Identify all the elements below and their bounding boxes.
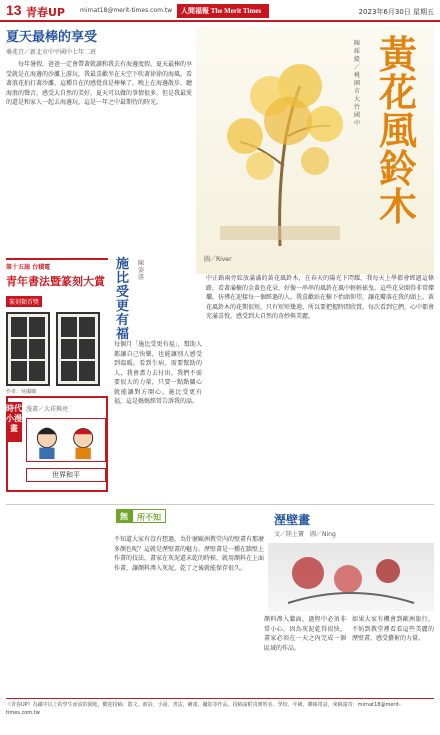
page-number: 13	[6, 2, 22, 18]
fresco-col-2: 顏料滲入牆面，過程中必須非常小心，因為灰泥乾得很快，畫家必須在一天之內完成一個區域的作品。	[264, 616, 346, 652]
fresco-illustration	[268, 543, 434, 611]
seal-stamp-1	[6, 312, 50, 386]
comic-tab: 時代小漫畫	[6, 402, 22, 442]
fresco-title: 溼壁畫	[274, 513, 311, 527]
feature-author: 陳綵緹／桃園市大竹國中	[354, 40, 361, 127]
comic-box	[6, 396, 108, 492]
fresco-col-1: 不知道大家有沒有想過，為什麼歐洲教堂內的壁畫有那麼多顏色呢？這就是溼壁畫的魅力。溼壁畫是一種在牆壁上作畫的技法，畫家在灰泥還未乾的時候，就用顏料在上面作畫，讓顏料滲入灰泥，乾了之後就能保存很久。	[114, 536, 265, 572]
feature-caption: 圖／River	[204, 256, 232, 263]
seal-images	[6, 312, 108, 386]
page-footer: 《青春UP》為國中以上的學生而設的園地，歡迎投稿：散文、新詩、小說、書法、繪畫、攝影等作品。投稿請附真實姓名、學校、年級、聯絡電話，來稿請寄：mirnat18@merit-times.com.tw	[6, 698, 434, 726]
award-subtitle: 第十五屆 台積電	[6, 264, 51, 271]
heading-part-a: 無	[116, 509, 132, 523]
fresco-col-3: 如果大家有機會到歐洲旅行，不妨到教堂裡看看這些美麗的溼壁畫，感受藝術的力量。	[352, 616, 434, 642]
page-header	[0, 0, 440, 22]
seal-stamp-2	[56, 312, 100, 386]
feature-block	[196, 26, 434, 274]
comic-strip	[26, 418, 106, 462]
left-article-author: 桑兆宜／新北市中平國中七年二班	[6, 49, 97, 56]
flower-tree-illustration	[200, 46, 350, 246]
left-article-body: 每年暑假，爸爸一定會帶著就讀和我去有海邊度假。夏天最棒的享受就是在海邊的沙灘上游玩，我最喜歡坐在天空下吹著徐徐的海風，看著浪花拍打著沙灘，這種自在的感覺真是棒極了。晚上在海邊散步，聽海浪的聲音，感受大自然的美好。夏天可以做的事情很多，但是我最愛的還是和家人一起去海邊玩，這是一年之中最期待的時光。	[6, 61, 193, 106]
left-article	[6, 26, 192, 108]
newspaper-logo: 人間福報 The Merit Times	[177, 4, 269, 18]
feature-title: 黃花風鈴木	[378, 33, 417, 229]
knowledge-section	[6, 504, 434, 674]
award-tag: 篆刻類首獎	[6, 296, 42, 307]
section-heading	[116, 509, 166, 523]
award-title: 青年書法暨篆刻大賞	[6, 275, 105, 288]
left-article-title: 夏天最棒的享受	[6, 30, 98, 45]
comic-topic: 世界和平	[26, 468, 106, 482]
section-name: 青春UP	[26, 6, 65, 19]
cheer-title: 施比受更有福	[116, 257, 130, 342]
cheer-author: 陳姿澐	[138, 260, 145, 281]
cheer-body: 每個月「施比受更有福」，幫助人都讓自己快樂，也能讓別人感受到溫暖。看到生病、需要幫助的人，我會盡力去付出。我們不需要很大的力量，只要一點點關心就能讓對方開心。施比受更有福，這是媽媽經常告訴我的話。	[114, 341, 202, 405]
fresco-author: 文／陸上寶 圖／Ning	[274, 531, 336, 538]
feature-body	[206, 274, 434, 488]
heading-part-b: 所不知	[132, 509, 166, 523]
calligraphy-award-banner	[6, 258, 108, 393]
contact-email[interactable]: mirnat18@merit-times.com.tw	[80, 7, 173, 14]
cheer-article	[112, 258, 202, 488]
award-caption: 作者：吳國嫻	[6, 389, 37, 395]
issue-date: 2023年6月30日 星期五	[358, 8, 434, 16]
comic-label: 漫畫／大祥與亮	[26, 406, 69, 413]
feature-body-text: 中正路兩旁綻放滿滿的黃花風鈴木，在春天的陽光下閃耀，我每天上學都會經過這條路，看著滿樹的金黃色花朵，好像一串串的風鈴在風中輕輕搖曳。這些花朵開得非常燦爛，彷彿在迎接每一個經過的人。我喜歡站在樹下抬頭仰望，讓花瓣落在我的頭上。黃花風鈴木的花期很短，只有短短幾週，所以要把握時間欣賞。每次看到它們，心中都會充滿喜悅，感受到大自然的奇妙與美麗。	[206, 275, 434, 320]
